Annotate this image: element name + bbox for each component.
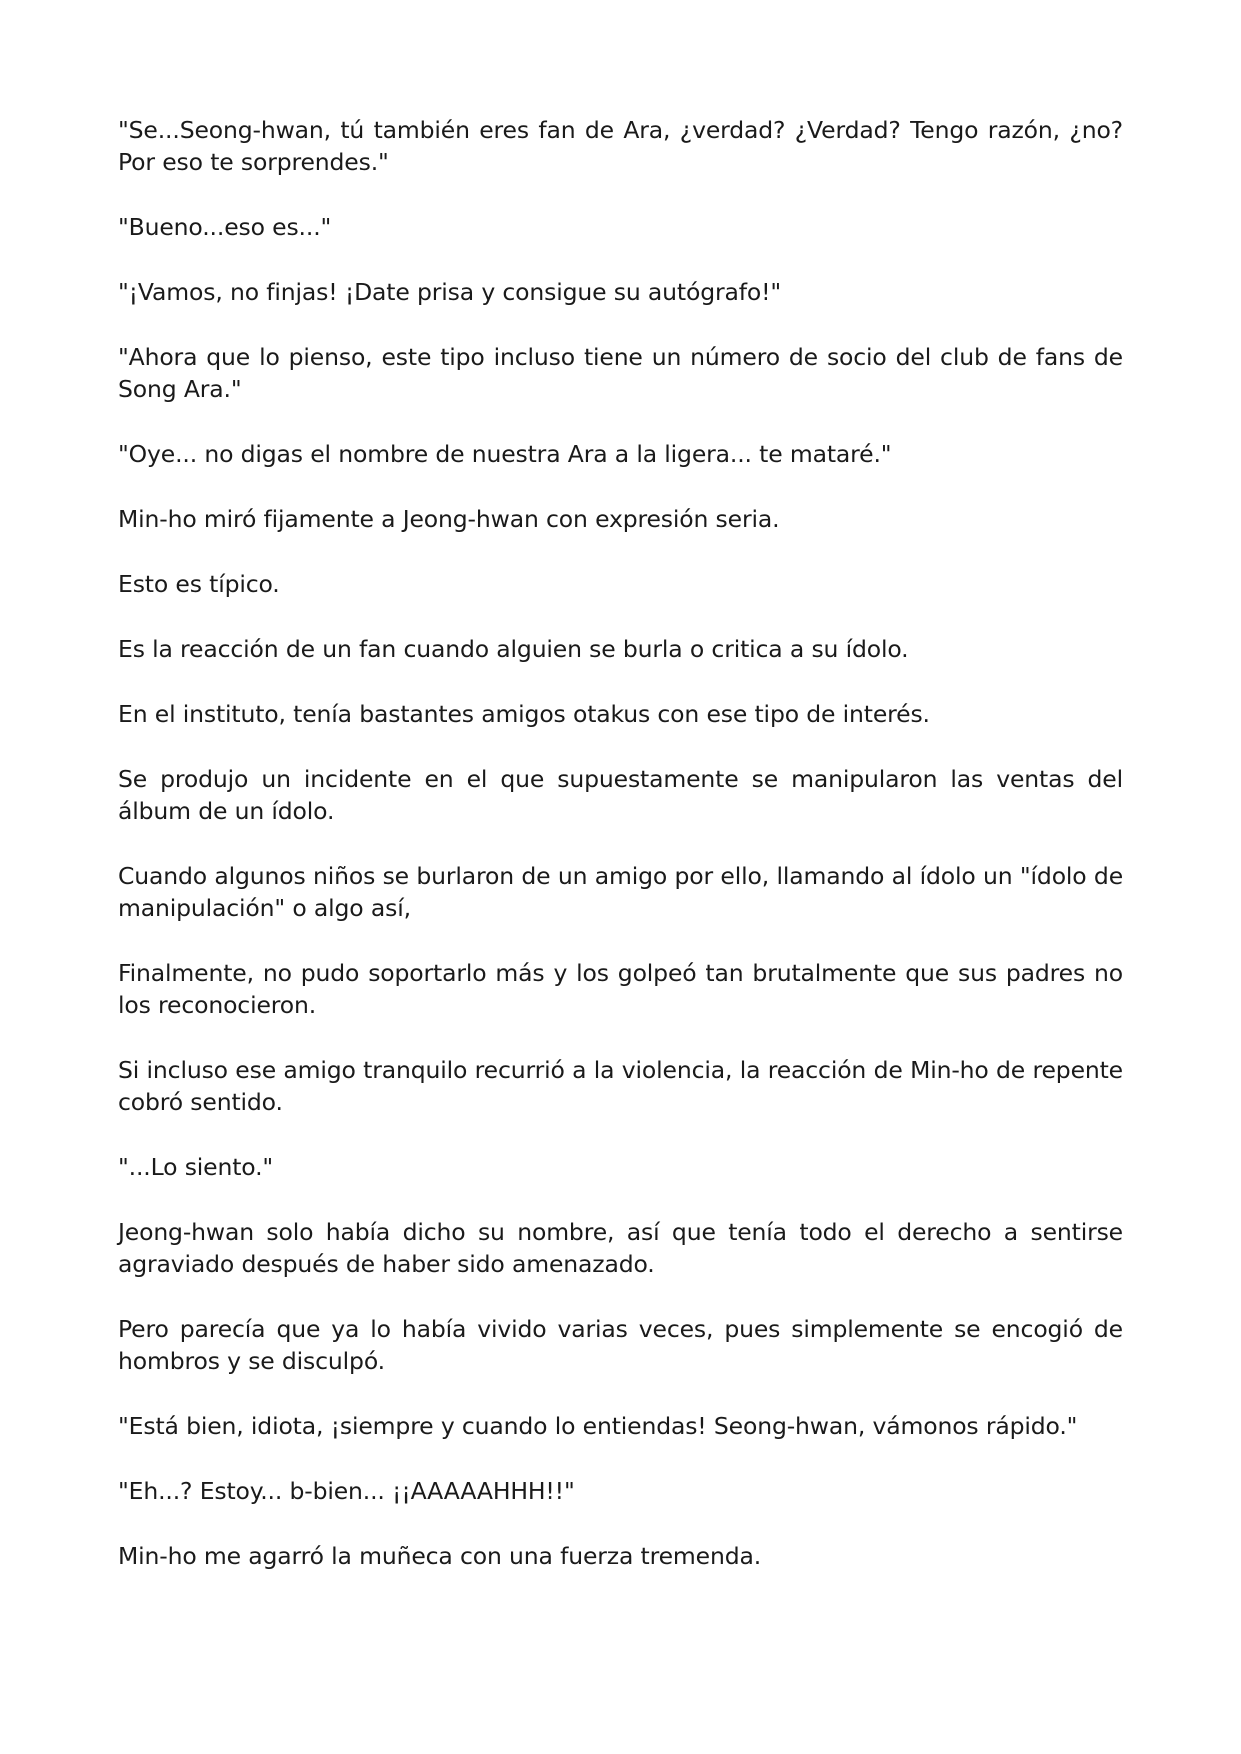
paragraph: Se produjo un incidente en el que supuestamente se manipularon las ventas del álbum de un ídolo. (118, 765, 1123, 825)
paragraph: Min-ho miró fijamente a Jeong-hwan con expresión seria. (118, 505, 780, 533)
paragraph: En el instituto, tenía bastantes amigos otakus con ese tipo de interés. (118, 700, 930, 728)
paragraph: Min-ho me agarró la muñeca con una fuerza tremenda. (118, 1542, 762, 1570)
paragraph: Finalmente, no pudo soportarlo más y los golpeó tan brutalmente que sus padres no los reconocieron. (118, 959, 1123, 1019)
paragraph: "¡Vamos, no finjas! ¡Date prisa y consigue su autógrafo!" (118, 278, 782, 306)
paragraph: "Oye... no digas el nombre de nuestra Ara a la ligera... te mataré." (118, 440, 892, 468)
paragraph: "Ahora que lo pienso, este tipo incluso tiene un número de socio del club de fans de Song Ara." (118, 343, 1123, 403)
paragraph: Pero parecía que ya lo había vivido varias veces, pues simplemente se encogió de hombros y se disculpó. (118, 1315, 1123, 1375)
paragraph: Esto es típico. (118, 570, 280, 598)
paragraph: Jeong-hwan solo había dicho su nombre, así que tenía todo el derecho a sentirse agraviado después de haber sido amenazado. (118, 1218, 1123, 1278)
paragraph: "Se...Seong-hwan, tú también eres fan de Ara, ¿verdad? ¿Verdad? Tengo razón, ¿no? Por eso te sorprendes." (118, 116, 1123, 176)
paragraph: Es la reacción de un fan cuando alguien se burla o critica a su ídolo. (118, 635, 909, 663)
paragraph: "Bueno...eso es..." (118, 213, 332, 241)
paragraph: "Eh...? Estoy... b-bien... ¡¡AAAAAHHH!!" (118, 1477, 575, 1505)
paragraph: "...Lo siento." (118, 1153, 274, 1181)
document-page (118, 114, 1123, 1572)
paragraph: "Está bien, idiota, ¡siempre y cuando lo entiendas! Seong-hwan, vámonos rápido." (118, 1412, 1078, 1440)
paragraph: Si incluso ese amigo tranquilo recurrió a la violencia, la reacción de Min-ho de repente cobró sentido. (118, 1056, 1123, 1116)
paragraph: Cuando algunos niños se burlaron de un amigo por ello, llamando al ídolo un "ídolo de manipulación" o algo así, (118, 862, 1123, 922)
